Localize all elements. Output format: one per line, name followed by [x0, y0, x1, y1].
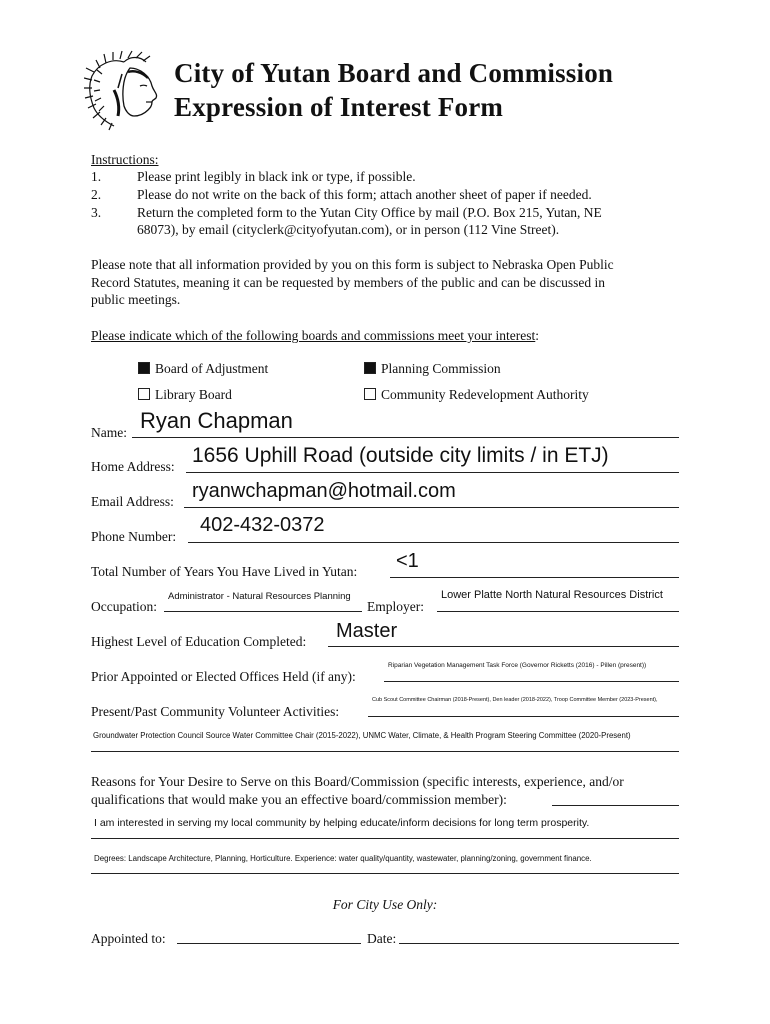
phone-value[interactable]: 402-432-0372 [200, 514, 325, 536]
reasons-line [552, 805, 679, 806]
volunteer-line [368, 716, 679, 717]
home-address-line [186, 472, 679, 473]
email-label: Email Address: [91, 494, 174, 509]
years-value[interactable]: <1 [396, 550, 419, 572]
date-label: Date: [367, 931, 397, 946]
instruction-text: Please do not write on the back of this form; attach another sheet of paper if needed. [137, 187, 592, 202]
name-value[interactable]: Ryan Chapman [140, 408, 293, 433]
email-value[interactable]: ryanwchapman@hotmail.com [192, 480, 456, 502]
name-label: Name: [91, 425, 127, 440]
boards-prompt-text: Please indicate which of the following boards and commissions meet your interest [91, 328, 536, 343]
name-line [132, 437, 679, 438]
notice-line: public meetings. [91, 292, 181, 307]
occupation-line [164, 611, 362, 612]
notice-line: Please note that all information provided by you on this form is subject to Nebraska Open Public [91, 257, 614, 272]
years-line [390, 577, 679, 578]
date-line[interactable] [399, 943, 679, 944]
checkbox-empty-icon[interactable] [364, 388, 376, 400]
instructions-heading: Instructions: [91, 152, 159, 167]
checkbox-checked-icon[interactable] [138, 362, 150, 374]
years-label: Total Number of Years You Have Lived in Yutan: [91, 564, 358, 579]
instruction-number: 3. [91, 205, 102, 220]
volunteer-value-line2[interactable]: Groundwater Protection Council Source Water Committee Chair (2015-2022), UNMC Water, Climate, & Health Program Steering Committee (2020-Present) [93, 731, 631, 740]
boards-prompt [91, 328, 539, 344]
education-label: Highest Level of Education Completed: [91, 634, 307, 649]
form-title-line2: Expression of Interest Form [174, 92, 504, 122]
email-line [184, 507, 679, 508]
prior-offices-line [384, 681, 679, 682]
checkbox-label: Planning Commission [381, 361, 501, 376]
phone-label: Phone Number: [91, 529, 177, 544]
city-logo [84, 50, 164, 132]
reasons-line2 [91, 838, 679, 839]
checkbox-planning-commission[interactable] [364, 361, 501, 377]
reasons-line3 [91, 873, 679, 874]
reasons-label-line2: qualifications that would make you an effective board/commission member): [91, 792, 507, 807]
occupation-label: Occupation: [91, 599, 157, 614]
volunteer-value[interactable]: Cub Scout Committee Chairman (2018-Present), Den leader (2018-2022), Troop Committee Member (2023-Present), [372, 697, 658, 703]
occupation-value[interactable]: Administrator - Natural Resources Planning [168, 591, 351, 602]
employer-value[interactable]: Lower Platte North Natural Resources District [441, 589, 663, 601]
education-value[interactable]: Master [336, 620, 398, 642]
home-address-label: Home Address: [91, 459, 175, 474]
form-title-line1: City of Yutan Board and Commission [174, 58, 614, 88]
education-line [328, 646, 679, 647]
checkbox-label: Board of Adjustment [155, 361, 269, 376]
checkbox-checked-icon[interactable] [364, 362, 376, 374]
reasons-value-line2[interactable]: Degrees: Landscape Architecture, Planning, Horticulture. Experience: water quality/quantity, wastewater, planning/zoning, government finance. [94, 854, 592, 863]
instruction-text-continued: 68073), by email (cityclerk@cityofyutan.com), or in person (112 Vine Street). [137, 222, 560, 237]
phone-line [188, 542, 679, 543]
instruction-number: 2. [91, 187, 102, 202]
reasons-value-line1[interactable]: I am interested in serving my local community by helping educate/inform decisions for long term prosperity. [94, 817, 590, 829]
instruction-text: Return the completed form to the Yutan City Office by mail (P.O. Box 215, Yutan, NE [137, 205, 602, 220]
prior-offices-label: Prior Appointed or Elected Offices Held (if any): [91, 669, 356, 684]
employer-label: Employer: [367, 599, 424, 614]
checkbox-label: Community Redevelopment Authority [381, 387, 589, 402]
appointed-label: Appointed to: [91, 931, 166, 946]
notice-line: Record Statutes, meaning it can be requested by members of the public and can be discussed in [91, 275, 605, 290]
checkbox-community-redevelopment-authority[interactable] [364, 387, 589, 403]
appointed-line[interactable] [177, 943, 361, 944]
checkbox-library-board[interactable] [138, 387, 232, 403]
instruction-text: Please print legibly in black ink or type, if possible. [137, 169, 416, 184]
checkbox-empty-icon[interactable] [138, 388, 150, 400]
volunteer-line2 [91, 751, 679, 752]
reasons-label-line1: Reasons for Your Desire to Serve on this Board/Commission (specific interests, experience, and/or [91, 774, 624, 789]
employer-line [437, 611, 679, 612]
prior-offices-value[interactable]: Riparian Vegetation Management Task Force (Governor Ricketts (2016) - Pillen (present)) [388, 662, 647, 669]
checkbox-label: Library Board [155, 387, 232, 402]
city-use-heading: For City Use Only: [332, 897, 438, 912]
instruction-number: 1. [91, 169, 102, 184]
volunteer-label: Present/Past Community Volunteer Activities: [91, 704, 340, 719]
checkbox-board-of-adjustment[interactable] [138, 361, 268, 377]
boards-prompt-colon: : [535, 328, 540, 343]
home-address-value[interactable]: 1656 Uphill Road (outside city limits / in ETJ) [192, 444, 609, 467]
